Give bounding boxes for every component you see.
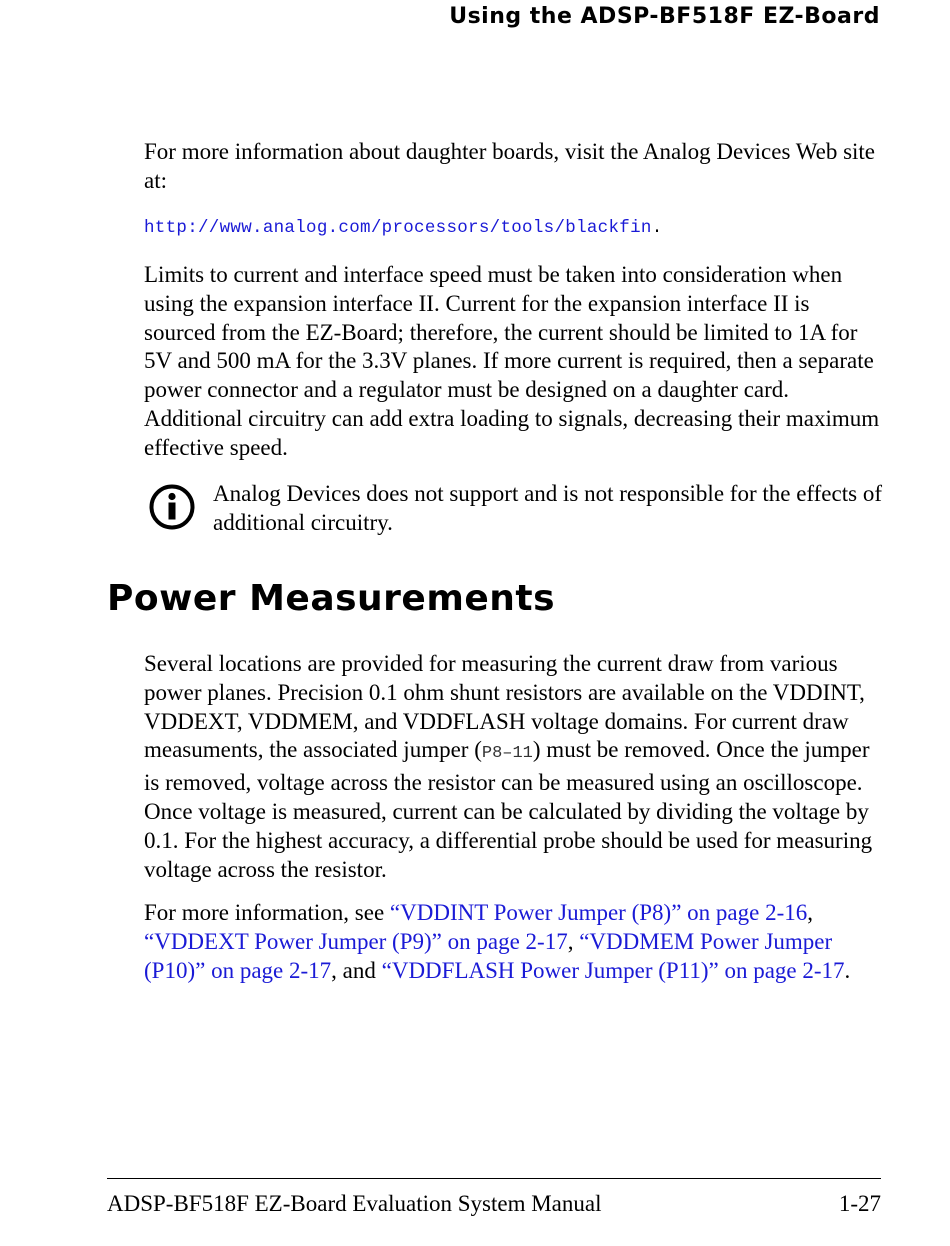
vddint-jumper-link[interactable]: “VDDINT Power Jumper (P8)” on page 2-16 [389, 900, 808, 925]
note-text: Analog Devices does not support and is not responsible for the effects of additional circuitry. [213, 481, 882, 535]
footer-divider [107, 1178, 881, 1179]
separator: , [807, 900, 813, 925]
paragraph-text-after: ) must be removed. Once the jumper is removed, voltage across the resistor can be measured using an oscilloscope. Once voltage is measured, current can be calculated by dividing the voltage by 0.1. For the highest accuracy, a differential probe should be used for measuring voltage across the resistor. [144, 737, 873, 882]
footer-page-number: 1-27 [838, 1191, 881, 1216]
running-head: Using the ADSP-BF518F EZ-Board [449, 4, 880, 29]
paragraph-text-before: Several locations are provided for measuring the current draw from various power planes. Precision 0.1 ohm shunt resistors are available on the VDDINT, VDDEXT, VDDMEM, and VDDFLASH voltage domains. For current draw measuments, the associated jumper ( [144, 651, 865, 763]
url-period: . [651, 218, 663, 238]
separator: , [567, 928, 580, 954]
vddmem-jumper-link[interactable]: “VDDMEM Power Jumper (P10)” on page 2-17 [144, 928, 833, 983]
more-info-paragraph [144, 899, 884, 985]
separator: , and [331, 957, 382, 983]
period: . [844, 957, 851, 983]
limits-paragraph: Limits to current and interface speed must be taken into consideration when using the expansion interface II. Current for the expansion interface II is sourced from the EZ-Board; therefore, the current should be limited to 1A for 5V and 500 mA for the 3.3V planes. If more current is required, then a separate power connector and a regulator must be designed on a daughter card. Additional circuitry can add extra loading to signals, decreasing their maximum effective speed. [144, 262, 880, 460]
power-measurement-paragraph [144, 650, 884, 884]
analog-devices-url-link[interactable]: http://www.analog.com/processors/tools/blackfin [144, 218, 652, 238]
intro-paragraph: For more information about daughter boards, visit the Analog Devices Web site at: [144, 139, 876, 193]
section-heading: Power Measurements [107, 578, 556, 619]
footer-manual-title: ADSP-BF518F EZ-Board Evaluation System Manual [107, 1191, 602, 1216]
note-block [148, 480, 888, 538]
more-info-lead: For more information, see [144, 900, 390, 925]
url-line [144, 218, 663, 238]
vddflash-jumper-link[interactable]: “VDDFLASH Power Jumper (P11)” on page 2-17 [381, 957, 845, 983]
info-icon [148, 483, 196, 531]
jumper-code: P8–11 [481, 744, 533, 764]
vddext-jumper-link[interactable]: “VDDEXT Power Jumper (P9)” on page 2-17 [144, 928, 568, 954]
